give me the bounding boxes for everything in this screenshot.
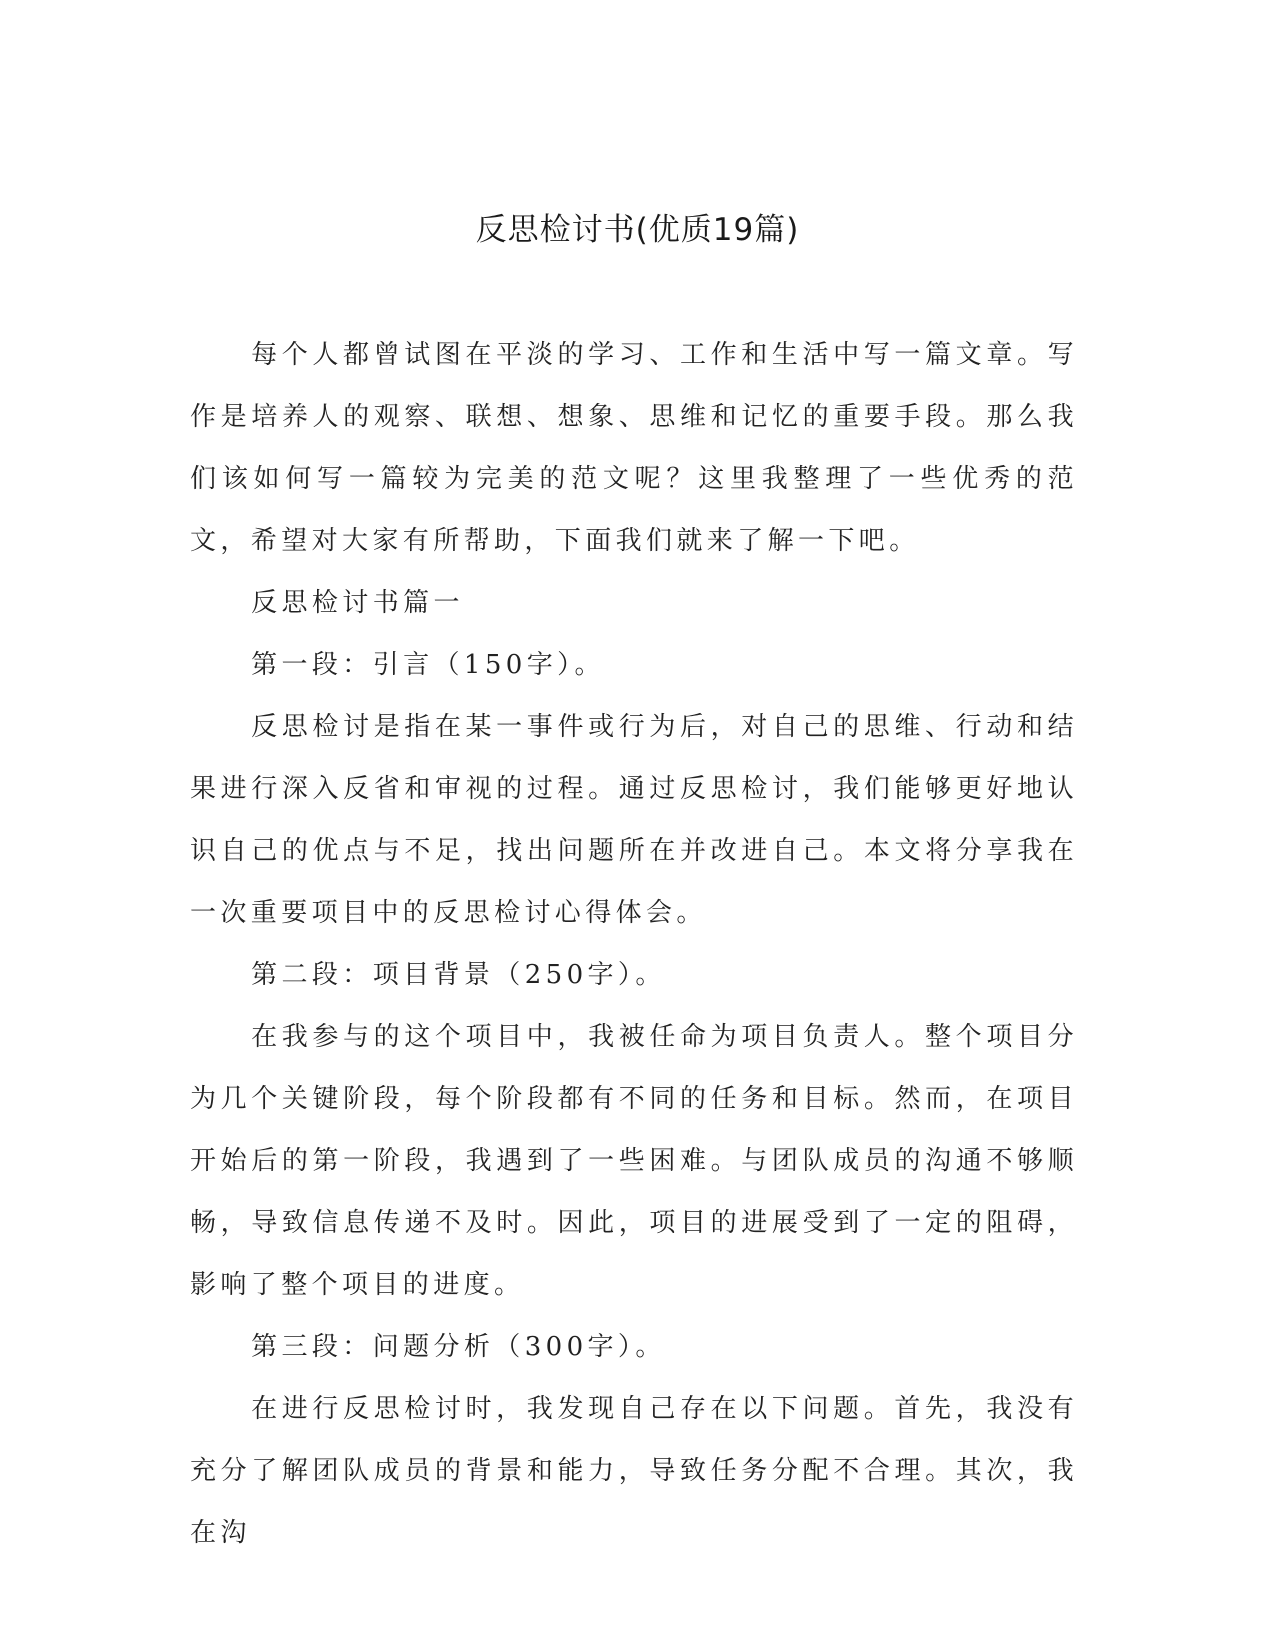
body-paragraph: 在进行反思检讨时，我发现自己存在以下问题。首先，我没有充分了解团队成员的背景和能力，导致任务分配不合理。其次，我在沟	[190, 1394, 1078, 1548]
body-paragraph: 在我参与的这个项目中，我被任命为项目负责人。整个项目分为几个关键阶段，每个阶段都有不同的任务和目标。然而，在项目开始后的第一阶段，我遇到了一些困难。与团队成员的沟通不够顺畅，导致信息传递不及时。因此，项目的进展受到了一定的阻碍，影响了整个项目的进度。	[190, 1022, 1078, 1300]
body-paragraph: 反思检讨是指在某一事件或行为后，对自己的思维、行动和结果进行深入反省和审视的过程。通过反思检讨，我们能够更好地认识自己的优点与不足，找出问题所在并改进自己。本文将分享我在一次重要项目中的反思检讨心得体会。	[190, 712, 1078, 928]
subsection-heading: 第一段：引言（150字）。	[251, 650, 605, 680]
intro-paragraph: 每个人都曾试图在平淡的学习、工作和生活中写一篇文章。写作是培养人的观察、联想、想象、思维和记忆的重要手段。那么我们该如何写一篇较为完美的范文呢？这里我整理了一些优秀的范文，希望对大家有所帮助，下面我们就来了解一下吧。	[190, 340, 1078, 556]
section-heading: 反思检讨书篇一	[251, 588, 464, 618]
document-title: 反思检讨书(优质19篇)	[475, 212, 800, 248]
subsection-heading: 第二段：项目背景（250字）。	[251, 960, 666, 990]
subsection-heading: 第三段：问题分析（300字）。	[251, 1332, 666, 1362]
document-body	[190, 324, 1078, 1564]
